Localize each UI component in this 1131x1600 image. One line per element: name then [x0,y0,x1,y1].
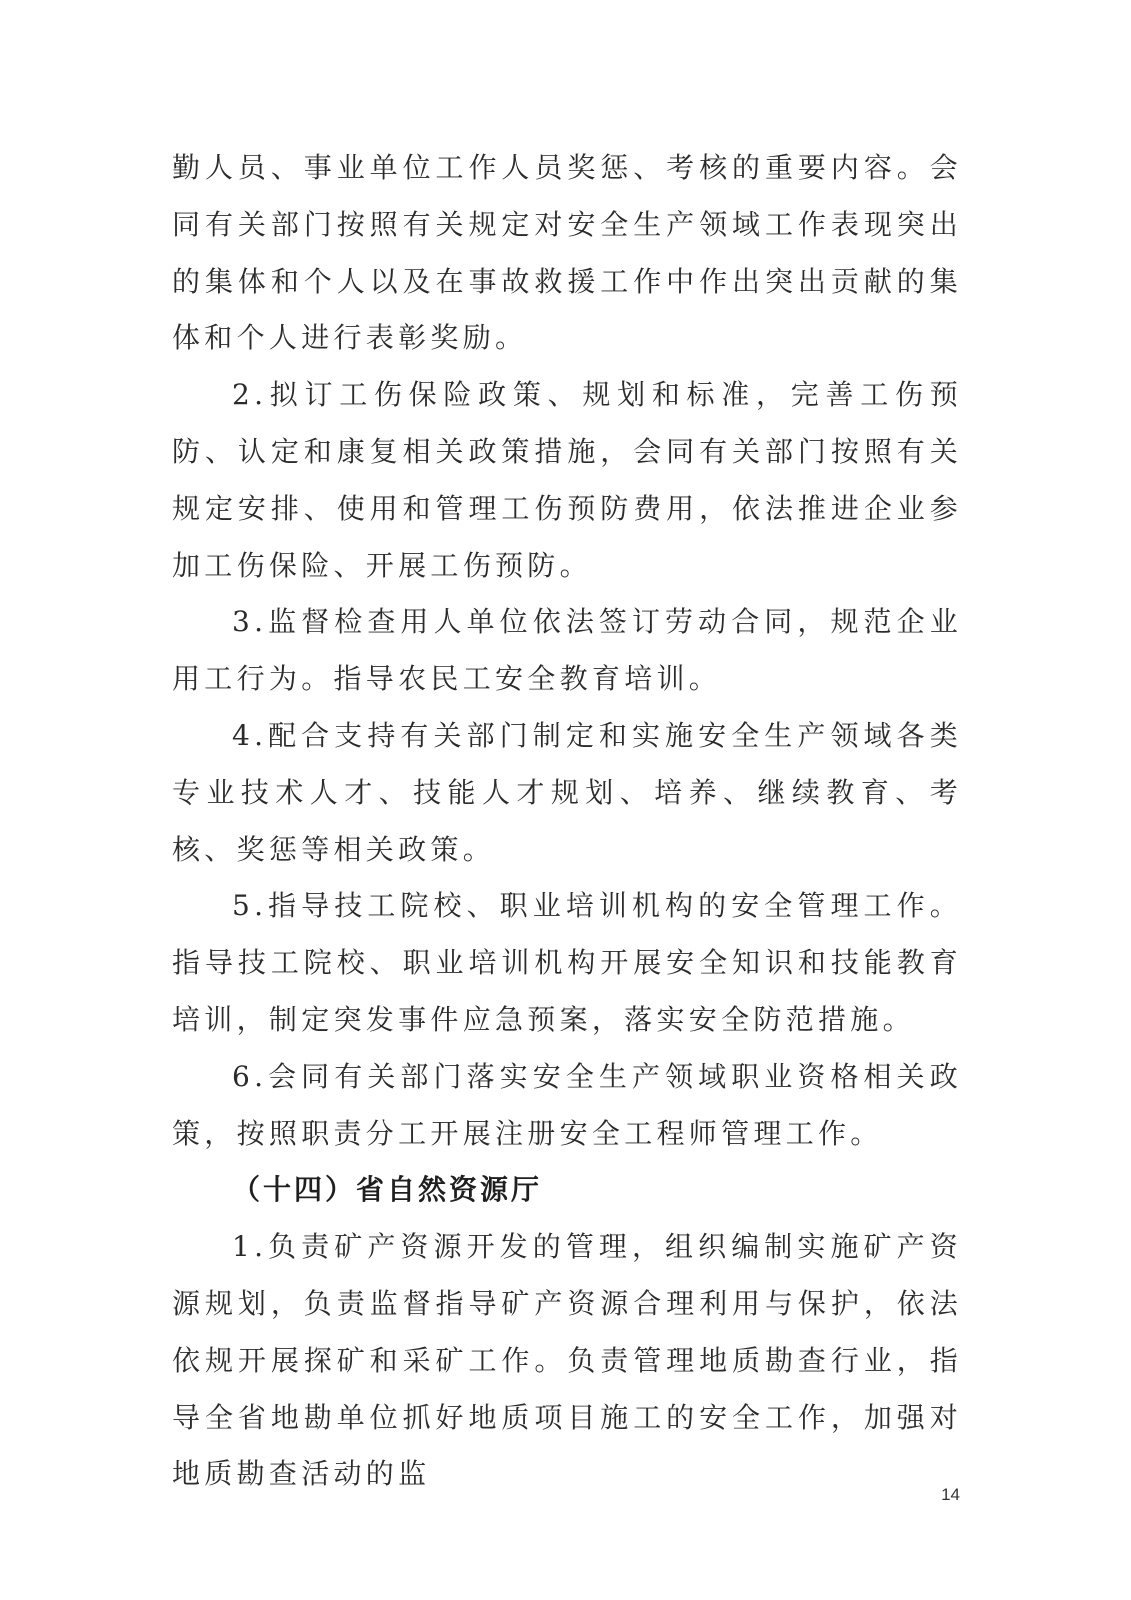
paragraph-item-5: 5.指导技工院校、职业培训机构的安全管理工作。指导技工院校、职业培训机构开展安全知识和技能教育培训，制定突发事件应急预案，落实安全防范措施。 [172,889,962,1036]
document-body [172,140,962,1503]
paragraph-item-3: 3.监督检查用人单位依法签订劳动合同，规范企业用工行为。指导农民工安全教育培训。 [172,605,962,696]
paragraph-item-6: 6.会同有关部门落实安全生产领域职业资格相关政策，按照职责分工开展注册安全工程师管理工作。 [172,1059,962,1150]
paragraph-continuation: 勤人员、事业单位工作人员奖惩、考核的重要内容。会同有关部门按照有关规定对安全生产领域工作表现突出的集体和个人以及在事故救援工作中作出突出贡献的集体和个人进行表彰奖励。 [172,151,962,355]
paragraph-item-1: 1.负责矿产资源开发的管理，组织编制实施矿产资源规划，负责监督指导矿产资源合理利用与保护，依法依规开展探矿和采矿工作。负责管理地质勘查行业，指导全省地勘单位抓好地质项目施工的安全工作，加强对地质勘查活动的监 [172,1230,962,1491]
section-heading: （十四）省自然资源厅 [232,1173,543,1207]
paragraph-item-4: 4.配合支持有关部门制定和实施安全生产领域各类专业技术人才、技能人才规划、培养、继续教育、考核、奖惩等相关政策。 [172,718,962,866]
paragraph-item-2: 2.拟订工伤保险政策、规划和标准，完善工伤预防、认定和康复相关政策措施，会同有关部门按照有关规定安排、使用和管理工伤预防费用，依法推进企业参加工伤保险、开展工伤预防。 [172,378,962,582]
page-number: 14 [941,1485,960,1504]
